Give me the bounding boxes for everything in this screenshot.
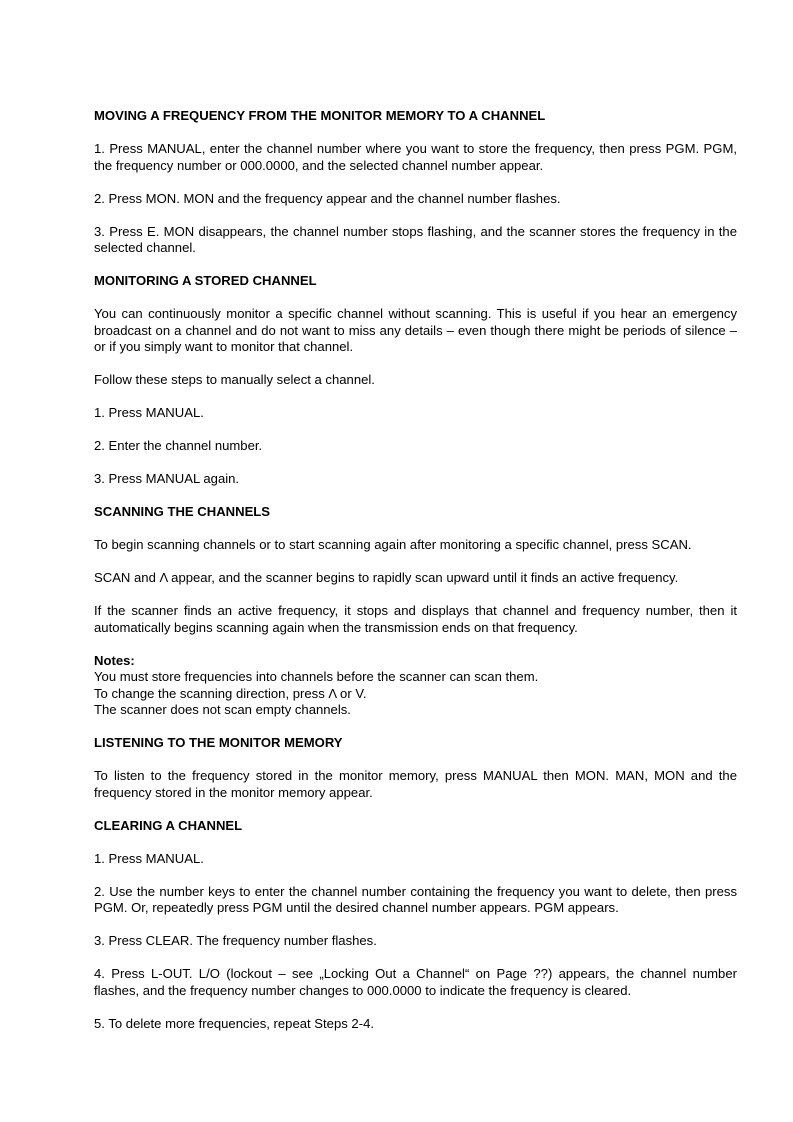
scanning-paragraph-2: SCAN and Λ appear, and the scanner begins to rapidly scan upward until it finds an active frequency.	[94, 570, 679, 585]
scanning-paragraph-3: If the scanner finds an active frequency, it stops and displays that channel and frequency number, then it automatically begins scanning again when the transmission ends on that frequency.	[94, 603, 737, 635]
clearing-step-4: 4. Press L-OUT. L/O (lockout – see „Locking Out a Channel“ on Page ??) appears, the channel number flashes, and the frequency number changes to 000.0000 to indicate the frequency is cleared.	[94, 966, 737, 998]
note-line: The scanner does not scan empty channels.	[94, 702, 351, 717]
moving-step-1: 1. Press MANUAL, enter the channel number where you want to store the frequency, then press PGM. PGM, the frequency number or 000.0000, and the selected channel number appear.	[94, 141, 737, 173]
clearing-step-2: 2. Use the number keys to enter the channel number containing the frequency you want to delete, then press PGM. Or, repeatedly press PGM until the desired channel number appears. PGM appears.	[94, 883, 737, 915]
section-heading-moving: MOVING A FREQUENCY FROM THE MONITOR MEMORY TO A CHANNEL	[94, 108, 546, 123]
monitoring-instructions: Follow these steps to manually select a channel.	[94, 372, 375, 387]
moving-step-3: 3. Press E. MON disappears, the channel number stops flashing, and the scanner stores the frequency in the selected channel.	[94, 223, 737, 255]
note-line: To change the scanning direction, press Λ or V.	[94, 685, 367, 701]
scanning-notes	[94, 653, 737, 719]
monitoring-step-1: 1. Press MANUAL.	[94, 405, 204, 420]
section-heading-clearing: CLEARING A CHANNEL	[94, 817, 243, 833]
section-heading-monitoring: MONITORING A STORED CHANNEL	[94, 273, 317, 288]
clearing-step-5: 5. To delete more frequencies, repeat Steps 2-4.	[94, 1015, 374, 1031]
scanning-paragraph-1: To begin scanning channels or to start scanning again after monitoring a specific channel, press SCAN.	[94, 537, 692, 552]
listening-paragraph: To listen to the frequency stored in the monitor memory, press MANUAL then MON. MAN, MON and the frequency stored in the monitor memory appear.	[94, 768, 737, 800]
note-line: You must store frequencies into channels before the scanner can scan them.	[94, 669, 539, 684]
monitoring-step-2: 2. Enter the channel number.	[94, 438, 263, 453]
section-heading-listening: LISTENING TO THE MONITOR MEMORY	[94, 735, 343, 750]
moving-step-2: 2. Press MON. MON and the frequency appear and the channel number flashes.	[94, 190, 561, 206]
monitoring-intro: You can continuously monitor a specific channel without scanning. This is useful if you hear an emergency broadcast on a channel and do not want to miss any details – even though there might be periods of silence – or if you simply want to monitor that channel.	[94, 306, 737, 354]
notes-label: Notes:	[94, 652, 135, 668]
clearing-step-3: 3. Press CLEAR. The frequency number flashes.	[94, 933, 377, 948]
document-page	[94, 108, 737, 1049]
clearing-step-1: 1. Press MANUAL.	[94, 850, 204, 866]
monitoring-step-3: 3. Press MANUAL again.	[94, 471, 240, 486]
section-heading-scanning: SCANNING THE CHANNELS	[94, 504, 271, 519]
